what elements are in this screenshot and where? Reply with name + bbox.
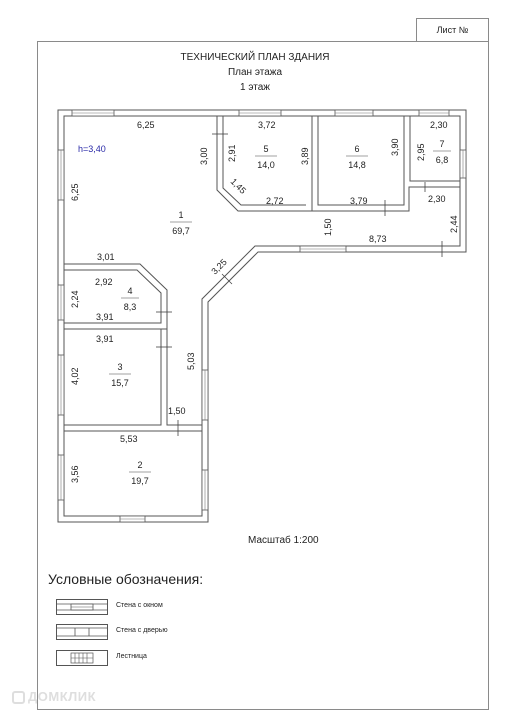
domclick-logo-icon	[12, 691, 25, 704]
dim-4-02: 4,02	[70, 367, 80, 385]
legend-item-door-wall	[56, 624, 206, 642]
door-wall-icon	[57, 625, 107, 639]
stairs-symbol	[56, 650, 108, 666]
room-1-number: 1	[178, 210, 184, 220]
dim-3-56: 3,56	[70, 465, 80, 483]
room-1-area: 69,7	[172, 226, 190, 236]
dim-3-25: 3,25	[209, 256, 229, 277]
dim-1-45: 1,45	[228, 176, 249, 196]
dim-2-91: 2,91	[227, 144, 237, 162]
room-2-area: 19,7	[131, 476, 149, 486]
room-6-number: 6	[354, 144, 360, 154]
room-7-number: 7	[439, 139, 445, 149]
dim-8-73: 8,73	[369, 234, 387, 244]
room-labels	[109, 139, 451, 486]
window-wall-icon	[57, 600, 107, 614]
legend-item-stairs	[56, 650, 206, 668]
room-4-number: 4	[127, 286, 133, 296]
dim-3-91-room3: 3,91	[96, 334, 114, 344]
scale-label: Масштаб 1:200	[248, 535, 319, 546]
dim-2-30-bottom: 2,30	[428, 194, 446, 204]
dim-6-25-top: 6,25	[137, 120, 155, 130]
dim-2-92: 2,92	[95, 277, 113, 287]
dim-5-03: 5,03	[186, 352, 196, 370]
dim-2-24: 2,24	[70, 290, 80, 308]
room-5-area: 14,0	[257, 160, 275, 170]
ceiling-height-label: h=3,40	[78, 144, 106, 154]
dim-2-44: 2,44	[449, 215, 459, 233]
window-wall-symbol	[56, 599, 108, 615]
floor-label: 1 этаж	[240, 82, 270, 93]
legend-label-window-wall: Стена с окном	[116, 602, 163, 609]
dim-3-79: 3,79	[350, 196, 368, 206]
room-5-number: 5	[263, 144, 269, 154]
legend-title: Условные обозначения:	[48, 571, 204, 587]
dim-3-91-room4: 3,91	[96, 312, 114, 322]
window-centerlines	[61, 113, 463, 519]
door-wall-symbol	[56, 624, 108, 640]
dim-2-72: 2,72	[266, 196, 284, 206]
watermark	[12, 689, 96, 704]
legend-item-window-wall	[56, 599, 206, 617]
room-3-area: 15,7	[111, 378, 129, 388]
plan-title: ТЕХНИЧЕСКИЙ ПЛАН ЗДАНИЯ	[180, 52, 330, 63]
sheet-label: Лист №	[436, 25, 469, 35]
dim-3-72: 3,72	[258, 120, 276, 130]
room-3-number: 3	[117, 362, 123, 372]
door-ticks	[156, 134, 445, 436]
outer-walls	[58, 110, 466, 522]
stairs-icon	[57, 651, 107, 665]
room-4-area: 8,3	[123, 302, 137, 312]
dim-3-01: 3,01	[97, 252, 115, 262]
dim-3-90: 3,90	[390, 138, 400, 156]
plan-subtitle: План этажа	[227, 67, 283, 78]
dim-2-30-top: 2,30	[430, 120, 448, 130]
room-2-number: 2	[137, 460, 143, 470]
dim-1-50-room3: 1,50	[168, 406, 186, 416]
watermark-text: ДОМКЛИК	[28, 689, 97, 704]
windows	[58, 110, 466, 522]
legend-label-stairs: Лестница	[116, 653, 147, 660]
dim-1-50-corridor: 1,50	[323, 218, 333, 236]
dim-6-25-left: 6,25	[70, 183, 80, 201]
legend-label-door-wall: Стена с дверью	[116, 627, 168, 634]
room-6-area: 14,8	[348, 160, 366, 170]
room-7-area: 6,8	[435, 155, 449, 165]
dim-3-00: 3,00	[199, 147, 209, 165]
dim-3-89: 3,89	[300, 147, 310, 165]
dim-2-95: 2,95	[416, 143, 426, 161]
dim-5-53: 5,53	[120, 434, 138, 444]
